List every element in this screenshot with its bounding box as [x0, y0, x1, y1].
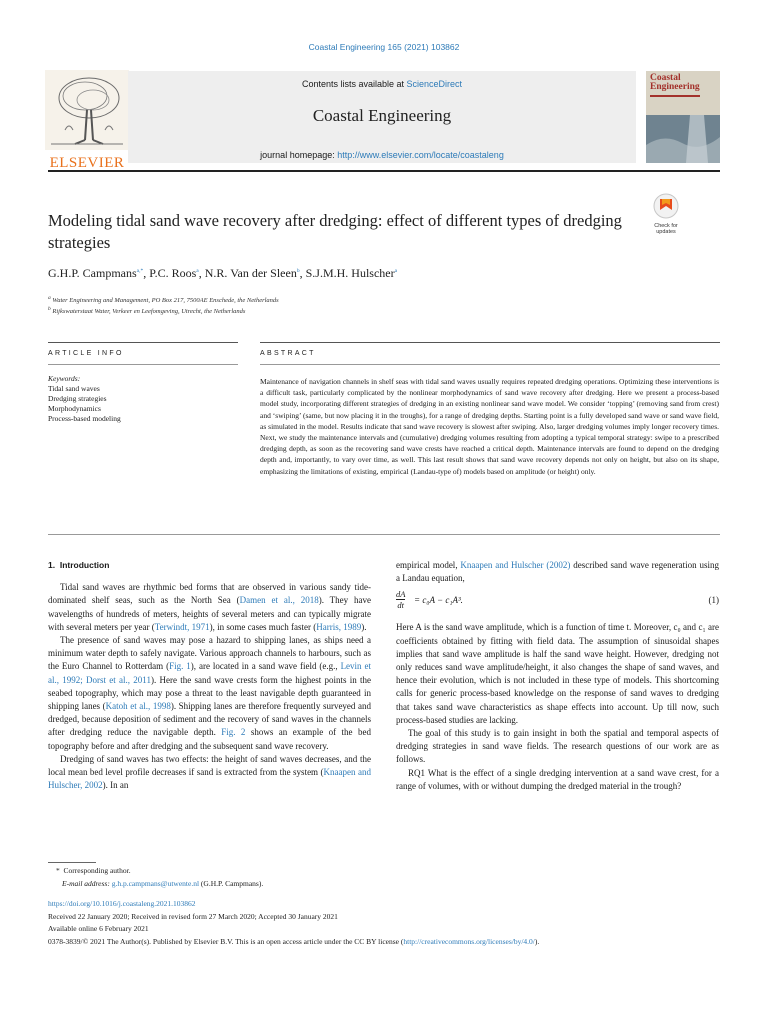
- footnote-text: Corresponding author.: [63, 866, 131, 875]
- check-updates-icon: [653, 193, 679, 221]
- body-paragraph: [48, 634, 371, 753]
- body-paragraph: [48, 753, 371, 793]
- email-note: [62, 879, 263, 888]
- author-affil-mark[interactable]: a,*: [136, 268, 144, 274]
- contents-label: Contents lists available at: [301, 79, 407, 89]
- doi-link[interactable]: https://doi.org/10.1016/j.coastaleng.2021.103862: [48, 899, 196, 908]
- footnote-rule: [48, 862, 96, 863]
- footnote-mark: *: [56, 866, 60, 875]
- header-rule: [48, 170, 720, 172]
- keywords-label: Keywords:: [48, 374, 81, 383]
- abstract-top-rule: [260, 342, 720, 343]
- equation-rhs: = c₀A − c₁A³.: [414, 595, 463, 606]
- paragraph-text: ). They have wavelengths of hundreds of meters, heights of several meters and can typically migrate with several meters per year (: [48, 595, 371, 632]
- cover-rule: [650, 95, 700, 97]
- paragraph-text: described sand wave regeneration using a Landau equation,: [396, 560, 719, 584]
- affiliation-text: Rijkswaterstaat Water, Verkeer en Leefomgeving, Utrecht, the Netherlands: [52, 308, 246, 316]
- affiliation: [48, 306, 245, 315]
- affiliation-mark: b: [48, 306, 51, 312]
- journal-title[interactable]: Coastal Engineering: [312, 106, 452, 125]
- citation-link[interactable]: Knaapen and Hulscher (2002): [460, 560, 571, 570]
- article-info-heading: ARTICLE INFO: [48, 350, 124, 357]
- section-heading-introduction: [48, 559, 371, 572]
- equation-label: (1): [708, 595, 719, 606]
- cover-title-line1: Coastal: [650, 73, 681, 83]
- article-title: Modeling tidal sand wave recovery after dredging: effect of different types of dredging strategies: [48, 211, 622, 252]
- paragraph-text: ). Here the sand wave crests form the highest points in the seabed topography, which may pose a threat to the least navigable depth guaranteed in shipping lanes (: [48, 674, 371, 712]
- license-line: [48, 937, 728, 946]
- figure-link[interactable]: Fig. 2: [221, 727, 246, 738]
- cover-image: [646, 115, 720, 163]
- sciencedirect-link[interactable]: ScienceDirect: [406, 79, 463, 89]
- author-list: G.H.P. Campmans$^{a,*}$, P.C. Roos$^a$, N.R. Van der Sleen$^b$, S.J.M.H. Hulscher$^a$: [48, 266, 398, 280]
- citation-link[interactable]: Knaapen and Hulscher, 2002: [48, 767, 371, 791]
- body-right-column: [396, 559, 719, 793]
- paragraph-text: The presence of sand waves may pose a hazard to shipping lanes, as ships need a minimum water depth to safely navigate. Various approach channels to harbours, such as the Euro Channel to Rotterdam (: [48, 635, 371, 672]
- homepage-link[interactable]: http://www.elsevier.com/locate/coastaleng: [337, 150, 504, 160]
- journal-citation[interactable]: Coastal Engineering 165 (2021) 103862: [308, 42, 460, 52]
- body-paragraph: The goal of this study is to gain insight in both the spatial and temporal aspects of dredging strategies in sand wave fields. The research questions of our work are as follows.: [396, 728, 719, 765]
- author-name[interactable]: P.C. Roos: [149, 266, 197, 280]
- author-name[interactable]: G.H.P. Campmans: [48, 266, 137, 280]
- paragraph-text: ).: [361, 621, 367, 632]
- email-label: E-mail address:: [62, 879, 112, 888]
- paragraph-text: Tidal sand waves are rhythmic bed forms that are observed in various sandy tide-dominated shelf seas, such as the North Sea (: [48, 582, 371, 606]
- check-updates-label1: Check for: [654, 223, 678, 229]
- author-affil-mark[interactable]: b: [296, 268, 300, 274]
- keyword-item: Morphodynamics: [48, 404, 101, 413]
- body-paragraph: Here A is the sand wave amplitude, which is a function of time t. Moreover, c₀ and c₁ are coefficients obtained by fitting with field data. The assumption of sinusoidal shapes implies that sand wave amplitude is half the sand wave height. However, dredging not only reduces sand wave amplitude/height, it also changes the shape of sand waves, and hence their evolution, which is not included in these type of models. This shortcoming calls for generic process-based knowledge on the response of sand waves to dredging that takes sand wave characteristics as shape effects into account. Up till now, such process-based studies are lacking.: [396, 622, 719, 725]
- author-affil-mark[interactable]: a: [196, 268, 199, 274]
- check-updates-label2: updates: [656, 229, 676, 235]
- body-left-column: [48, 559, 371, 792]
- license-link[interactable]: http://creativecommons.org/licenses/by/4.0/: [403, 937, 535, 946]
- elsevier-wordmark: ELSEVIER: [49, 155, 125, 171]
- abstract-mid-rule: [260, 364, 720, 365]
- section-number: 1.: [48, 560, 56, 570]
- paragraph-text: ), in some cases much faster (: [209, 621, 317, 632]
- affiliation-text: Water Engineering and Management, PO Box 217, 7500AE Enschede, the Netherlands: [52, 297, 279, 305]
- equation-denominator: t: [401, 600, 405, 611]
- body-paragraph: [396, 559, 719, 585]
- elsevier-tree-icon: [45, 70, 129, 150]
- keyword-item: Dredging strategies: [48, 394, 107, 403]
- email-suffix: (G.H.P. Campmans).: [199, 879, 264, 888]
- cover-header: [646, 71, 720, 115]
- abstract-bottom-rule: [48, 534, 720, 535]
- paragraph-text: ), are located in a sand wave field (e.g.,: [190, 661, 341, 672]
- keyword-item: Process-based modeling: [48, 414, 121, 423]
- received-dates: Received 22 January 2020; Received in revised form 27 March 2020; Accepted 30 January 2021: [48, 912, 338, 921]
- figure-link[interactable]: Fig. 1: [169, 661, 191, 672]
- corresponding-author-note: [56, 866, 131, 875]
- body-paragraph: RQ1 What is the effect of a single dredging intervention at a sand wave crest, for a range of volumes, with or without dumping the dredged material in the trough?: [396, 767, 719, 791]
- cover-title: [650, 74, 716, 92]
- license-suffix: ).: [534, 937, 540, 946]
- license-text: 0378-3839/© 2021 The Author(s). Published by Elsevier B.V. This is an open access article under the CC BY license (: [48, 937, 404, 946]
- paragraph-text: shows an example of the bed topography before and after dredging and the subsequent sand wave recovery.: [48, 727, 371, 751]
- check-for-updates-button[interactable]: [648, 193, 684, 239]
- journal-masthead: [128, 71, 636, 163]
- paragraph-text: ). Shipping lanes are therefore frequently surveyed and dredged, because deposition of sediment and the recovery of sand waves in the channels after dredging reduce the navigable depth.: [48, 701, 371, 738]
- citation-link[interactable]: Levin et al., 1992; Dorst et al., 2011: [48, 661, 371, 685]
- author-name[interactable]: N.R. Van der Sleen: [204, 266, 297, 280]
- homepage-label: journal homepage:: [260, 150, 338, 160]
- paragraph-text: ). In an: [102, 780, 129, 791]
- citation-link[interactable]: Damen et al., 2018: [239, 595, 319, 606]
- keyword-item: Tidal sand waves: [48, 384, 100, 393]
- abstract-text: Maintenance of navigation channels in shelf seas with tidal sand waves usually requires repeated dredging operations. Optimizing these interventions is a difficult task, particularly complicated by the nonlinear morphodynamics of sand wave recovery after dredging. Here we present a process-based model study, incorporating different strategies of dredging in an existing nonlinear sand wave model. We consider ‘topping’ (removing sand from crest) and ‘swiping’ (same, but now placing it in the troughs), for a range of dredging depths. Starting point is a fully developed sand wave or sand wave field, as simulated in the model. Results indicate that sand wave recovery is slowest after swiping. Also, larger dredging volumes imply longer recovery times. Next, we study the maintenance intervals and (cumulative) dredging volumes resulting from adopting a typical temporal strategy: swipe to a prescribed dredging depth, as soon as the recovering sand wave crests have reached a critical depth. Maintenance intervals are found to depend on the dredging depth and, importantly, to vary over time, as well. This last result shows that sand wave recovery depends not only on height, but also on its shape, emphasizing the limitations of existing, empirical (Landau-type of) models based on amplitude (or height) only.: [260, 377, 719, 476]
- citation-link[interactable]: Harris, 1989: [316, 621, 362, 632]
- citation-link[interactable]: Katoh et al., 1998: [105, 701, 171, 712]
- article-info-top-rule: [48, 342, 238, 343]
- affiliation: [48, 295, 279, 304]
- author-affil-mark[interactable]: a: [394, 268, 398, 274]
- cover-title-line2: Engineering: [650, 82, 700, 92]
- equation-1: [396, 585, 719, 621]
- equation-fraction: dA dt: [396, 589, 406, 611]
- article-info-mid-rule: [48, 364, 238, 365]
- author-name[interactable]: S.J.M.H. Hulscher: [305, 266, 395, 280]
- equation-numerator: A: [400, 589, 406, 600]
- contents-available: [128, 79, 636, 89]
- citation-link[interactable]: Terwindt, 1971: [154, 621, 210, 632]
- available-online: Available online 6 February 2021: [48, 924, 149, 933]
- section-title: Introduction: [59, 560, 110, 570]
- journal-homepage: [128, 150, 636, 160]
- body-paragraph: [48, 581, 371, 634]
- doi-line: [48, 899, 196, 908]
- email-link[interactable]: g.h.p.campmans@utwente.nl: [111, 879, 200, 888]
- affiliation-mark: a: [48, 295, 51, 301]
- journal-cover-thumbnail[interactable]: [646, 71, 720, 163]
- abstract-heading: ABSTRACT: [260, 350, 316, 357]
- paragraph-text: empirical model,: [396, 560, 461, 570]
- elsevier-logo[interactable]: [45, 70, 129, 171]
- paragraph-text: Dredging of sand waves has two effects: the height of sand waves decreases, and the local mean bed level profile decreases if sand is extracted from the system (: [48, 753, 371, 778]
- keywords-block: [48, 374, 238, 424]
